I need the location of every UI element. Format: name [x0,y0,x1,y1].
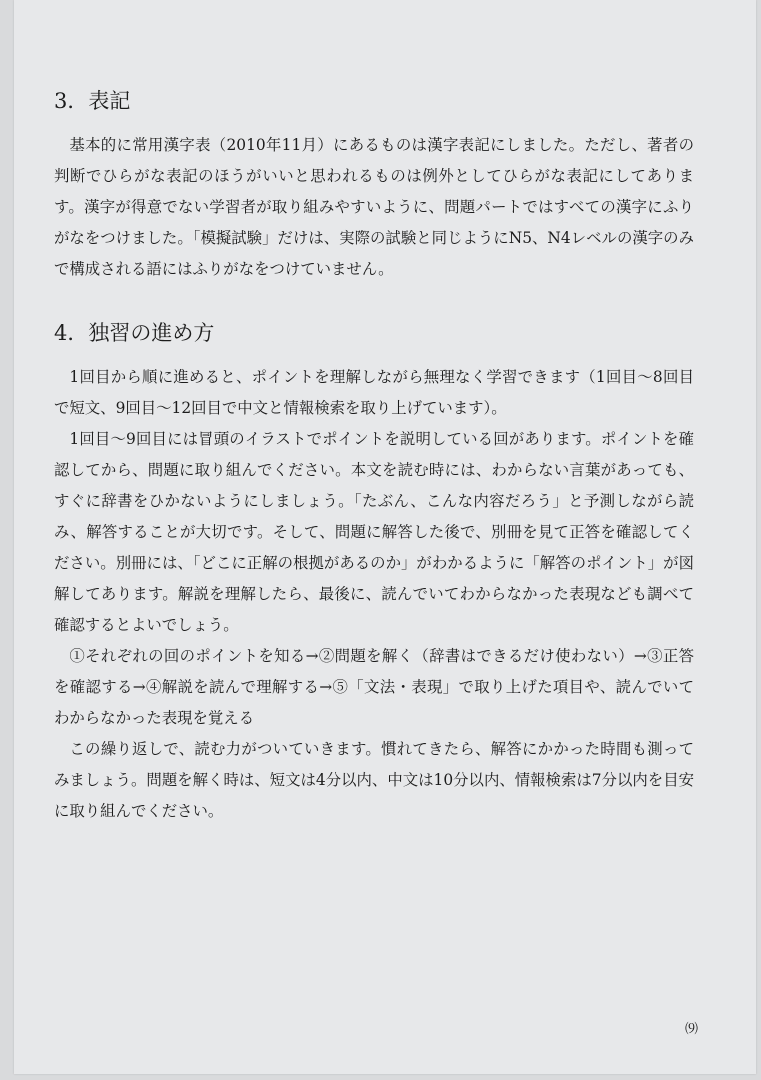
section-notation [54,86,694,285]
section-heading: 3．表記 [54,89,131,113]
body-paragraph: 1回目～9回目には冒頭のイラストでポイントを説明している回があります。ポイントを確認してから、問題に取り組んでください。本文を読む時には、わからない言葉があっても、すぐに辞書をひかないようにしましょう。「たぶん、こんな内容だろう」と予測しながら読み、解答することが大切です。そして、問題に解答した後で、別冊を見て正答を確認してください。別冊には、「どこに正解の根拠があるのか」がわかるように「解答のポイント」が図解してあります。解説を理解したら、最後に、読んでいてわからなかった表現なども調べて確認するとよいでしょう。 [54,430,694,634]
body-paragraph: この繰り返しで、読む力がついていきます。慣れてきたら、解答にかかった時間も測ってみましょう。問題を解く時は、短文は4分以内、中文は10分以内、情報検索は7分以内を目安に取り組んでください。 [54,740,694,820]
book-page [14,0,756,1074]
page-number: ⑼ [684,1022,698,1037]
body-paragraph: 1回目から順に進めると、ポイントを理解しながら無理なく学習できます（1回目～8回目で短文、9回目～12回目で中文と情報検索を取り上げています）。 [54,368,694,417]
section-self-study [54,318,694,827]
body-paragraph: 基本的に常用漢字表（2010年11月）にあるものは漢字表記にしました。ただし、著者の判断でひらがな表記のほうがいいと思われるものは例外としてひらがな表記にしてあります。漢字が得意でない学習者が取り組みやすいように、問題パートではすべての漢字にふりがなをつけました。「模擬試験」だけは、実際の試験と同じようにN5、N4レベルの漢字のみで構成される語にはふりがなをつけていません。 [54,136,694,278]
body-paragraph: ①それぞれの回のポイントを知る→②問題を解く（辞書はできるだけ使わない）→③正答を確認する→④解説を読んで理解する→⑤「文法・表現」で取り上げた項目や、読んでいてわからなかった表現を覚える [54,647,694,727]
section-heading: 4．独習の進め方 [54,321,215,345]
